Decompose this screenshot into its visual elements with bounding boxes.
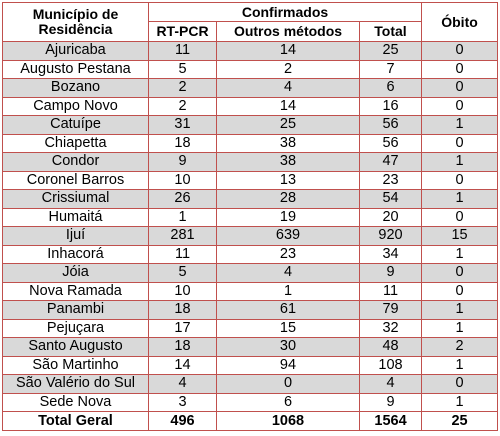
cell-rt-pcr: 10 <box>149 171 217 190</box>
table-row <box>3 282 498 301</box>
cell-rt-pcr: 9 <box>149 153 217 172</box>
table-row <box>3 356 498 375</box>
cell-total: 54 <box>360 190 422 209</box>
header-municipio-line1: Município de <box>32 6 119 22</box>
cell-total: 6 <box>360 79 422 98</box>
table-row <box>3 171 498 190</box>
header-municipio-line2: Residência <box>38 21 113 37</box>
cell-municipio: Sede Nova <box>3 393 149 412</box>
cell-obito: 1 <box>422 319 498 338</box>
cell-total: 79 <box>360 301 422 320</box>
cell-outros-metodos: 19 <box>217 208 360 227</box>
cell-rt-pcr: 2 <box>149 79 217 98</box>
cell-municipio: Bozano <box>3 79 149 98</box>
cases-table-container <box>2 2 497 431</box>
cell-outros-metodos: 30 <box>217 338 360 357</box>
cell-total: 7 <box>360 60 422 79</box>
cell-outros-metodos: 23 <box>217 245 360 264</box>
cell-outros-metodos: 4 <box>217 264 360 283</box>
cell-outros-metodos: 94 <box>217 356 360 375</box>
table-row <box>3 116 498 135</box>
cell-outros-metodos: 38 <box>217 153 360 172</box>
cell-obito: 1 <box>422 190 498 209</box>
cell-total: 9 <box>360 264 422 283</box>
cell-total: 20 <box>360 208 422 227</box>
header-outros-metodos: Outros métodos <box>217 22 360 42</box>
header-confirmados: Confirmados <box>149 3 422 22</box>
table-row <box>3 338 498 357</box>
cell-municipio: Pejuçara <box>3 319 149 338</box>
cell-municipio: Jóia <box>3 264 149 283</box>
cell-rt-pcr: 11 <box>149 245 217 264</box>
cell-municipio: Ijuí <box>3 227 149 246</box>
cell-municipio: Crissiumal <box>3 190 149 209</box>
cell-obito: 1 <box>422 153 498 172</box>
cell-municipio: Coronel Barros <box>3 171 149 190</box>
cell-rt-pcr: 11 <box>149 42 217 61</box>
cell-rt-pcr: 5 <box>149 264 217 283</box>
total-label: Total Geral <box>3 412 149 431</box>
cell-obito: 0 <box>422 282 498 301</box>
cell-outros-metodos: 639 <box>217 227 360 246</box>
cell-municipio: São Martinho <box>3 356 149 375</box>
cell-municipio: Inhacorá <box>3 245 149 264</box>
cell-rt-pcr: 2 <box>149 97 217 116</box>
cell-obito: 2 <box>422 338 498 357</box>
cell-total: 34 <box>360 245 422 264</box>
cell-total: 23 <box>360 171 422 190</box>
cell-outros-metodos: 25 <box>217 116 360 135</box>
cell-obito: 1 <box>422 393 498 412</box>
cell-outros-metodos: 14 <box>217 97 360 116</box>
cell-outros-metodos: 14 <box>217 42 360 61</box>
table-row <box>3 245 498 264</box>
cell-rt-pcr: 31 <box>149 116 217 135</box>
cell-outros-metodos: 2 <box>217 60 360 79</box>
cell-total: 56 <box>360 116 422 135</box>
cell-obito: 0 <box>422 264 498 283</box>
cell-municipio: Ajuricaba <box>3 42 149 61</box>
cell-municipio: Humaitá <box>3 208 149 227</box>
cell-outros-metodos: 61 <box>217 301 360 320</box>
cell-obito: 0 <box>422 208 498 227</box>
cell-total: 47 <box>360 153 422 172</box>
total-rt-pcr: 496 <box>149 412 217 431</box>
header-total: Total <box>360 22 422 42</box>
cell-rt-pcr: 17 <box>149 319 217 338</box>
cell-obito: 0 <box>422 42 498 61</box>
cell-rt-pcr: 18 <box>149 338 217 357</box>
table-row <box>3 97 498 116</box>
cases-table <box>2 2 498 431</box>
cell-outros-metodos: 1 <box>217 282 360 301</box>
table-row <box>3 227 498 246</box>
table-row <box>3 393 498 412</box>
cell-municipio: Santo Augusto <box>3 338 149 357</box>
cell-obito: 1 <box>422 301 498 320</box>
header-municipio <box>3 3 149 42</box>
cell-obito: 1 <box>422 356 498 375</box>
cell-rt-pcr: 4 <box>149 375 217 394</box>
cell-municipio: Campo Novo <box>3 97 149 116</box>
cell-municipio: Chiapetta <box>3 134 149 153</box>
cell-rt-pcr: 18 <box>149 134 217 153</box>
cell-municipio: Panambi <box>3 301 149 320</box>
total-row <box>3 412 498 431</box>
header-obito: Óbito <box>422 3 498 42</box>
table-row <box>3 190 498 209</box>
table-row <box>3 153 498 172</box>
cell-total: 4 <box>360 375 422 394</box>
cell-total: 9 <box>360 393 422 412</box>
cell-rt-pcr: 10 <box>149 282 217 301</box>
cell-outros-metodos: 28 <box>217 190 360 209</box>
cell-total: 32 <box>360 319 422 338</box>
total-obito: 25 <box>422 412 498 431</box>
cell-total: 11 <box>360 282 422 301</box>
cell-obito: 0 <box>422 97 498 116</box>
cell-total: 108 <box>360 356 422 375</box>
cell-obito: 0 <box>422 375 498 394</box>
table-row <box>3 60 498 79</box>
cell-total: 56 <box>360 134 422 153</box>
table-row <box>3 375 498 394</box>
cell-outros-metodos: 0 <box>217 375 360 394</box>
table-row <box>3 208 498 227</box>
cell-obito: 0 <box>422 60 498 79</box>
cell-rt-pcr: 1 <box>149 208 217 227</box>
table-row <box>3 301 498 320</box>
cell-rt-pcr: 281 <box>149 227 217 246</box>
cell-total: 16 <box>360 97 422 116</box>
cell-obito: 1 <box>422 245 498 264</box>
table-row <box>3 42 498 61</box>
cell-total: 25 <box>360 42 422 61</box>
total-total: 1564 <box>360 412 422 431</box>
table-body <box>3 42 498 412</box>
cell-obito: 0 <box>422 134 498 153</box>
cell-municipio: Catuípe <box>3 116 149 135</box>
table-row <box>3 79 498 98</box>
cell-obito: 0 <box>422 171 498 190</box>
cell-municipio: São Valério do Sul <box>3 375 149 394</box>
cell-obito: 1 <box>422 116 498 135</box>
cell-rt-pcr: 3 <box>149 393 217 412</box>
cell-rt-pcr: 26 <box>149 190 217 209</box>
cell-outros-metodos: 6 <box>217 393 360 412</box>
cell-municipio: Nova Ramada <box>3 282 149 301</box>
cell-outros-metodos: 38 <box>217 134 360 153</box>
cell-municipio: Condor <box>3 153 149 172</box>
table-row <box>3 319 498 338</box>
cell-obito: 0 <box>422 79 498 98</box>
cell-outros-metodos: 4 <box>217 79 360 98</box>
table-row <box>3 264 498 283</box>
cell-total: 48 <box>360 338 422 357</box>
cell-municipio: Augusto Pestana <box>3 60 149 79</box>
cell-obito: 15 <box>422 227 498 246</box>
cell-outros-metodos: 13 <box>217 171 360 190</box>
table-row <box>3 134 498 153</box>
cell-total: 920 <box>360 227 422 246</box>
total-outros: 1068 <box>217 412 360 431</box>
table-footer <box>3 412 498 431</box>
cell-outros-metodos: 15 <box>217 319 360 338</box>
cell-rt-pcr: 14 <box>149 356 217 375</box>
cell-rt-pcr: 18 <box>149 301 217 320</box>
header-rt-pcr: RT-PCR <box>149 22 217 42</box>
table-header <box>3 3 498 42</box>
cell-rt-pcr: 5 <box>149 60 217 79</box>
